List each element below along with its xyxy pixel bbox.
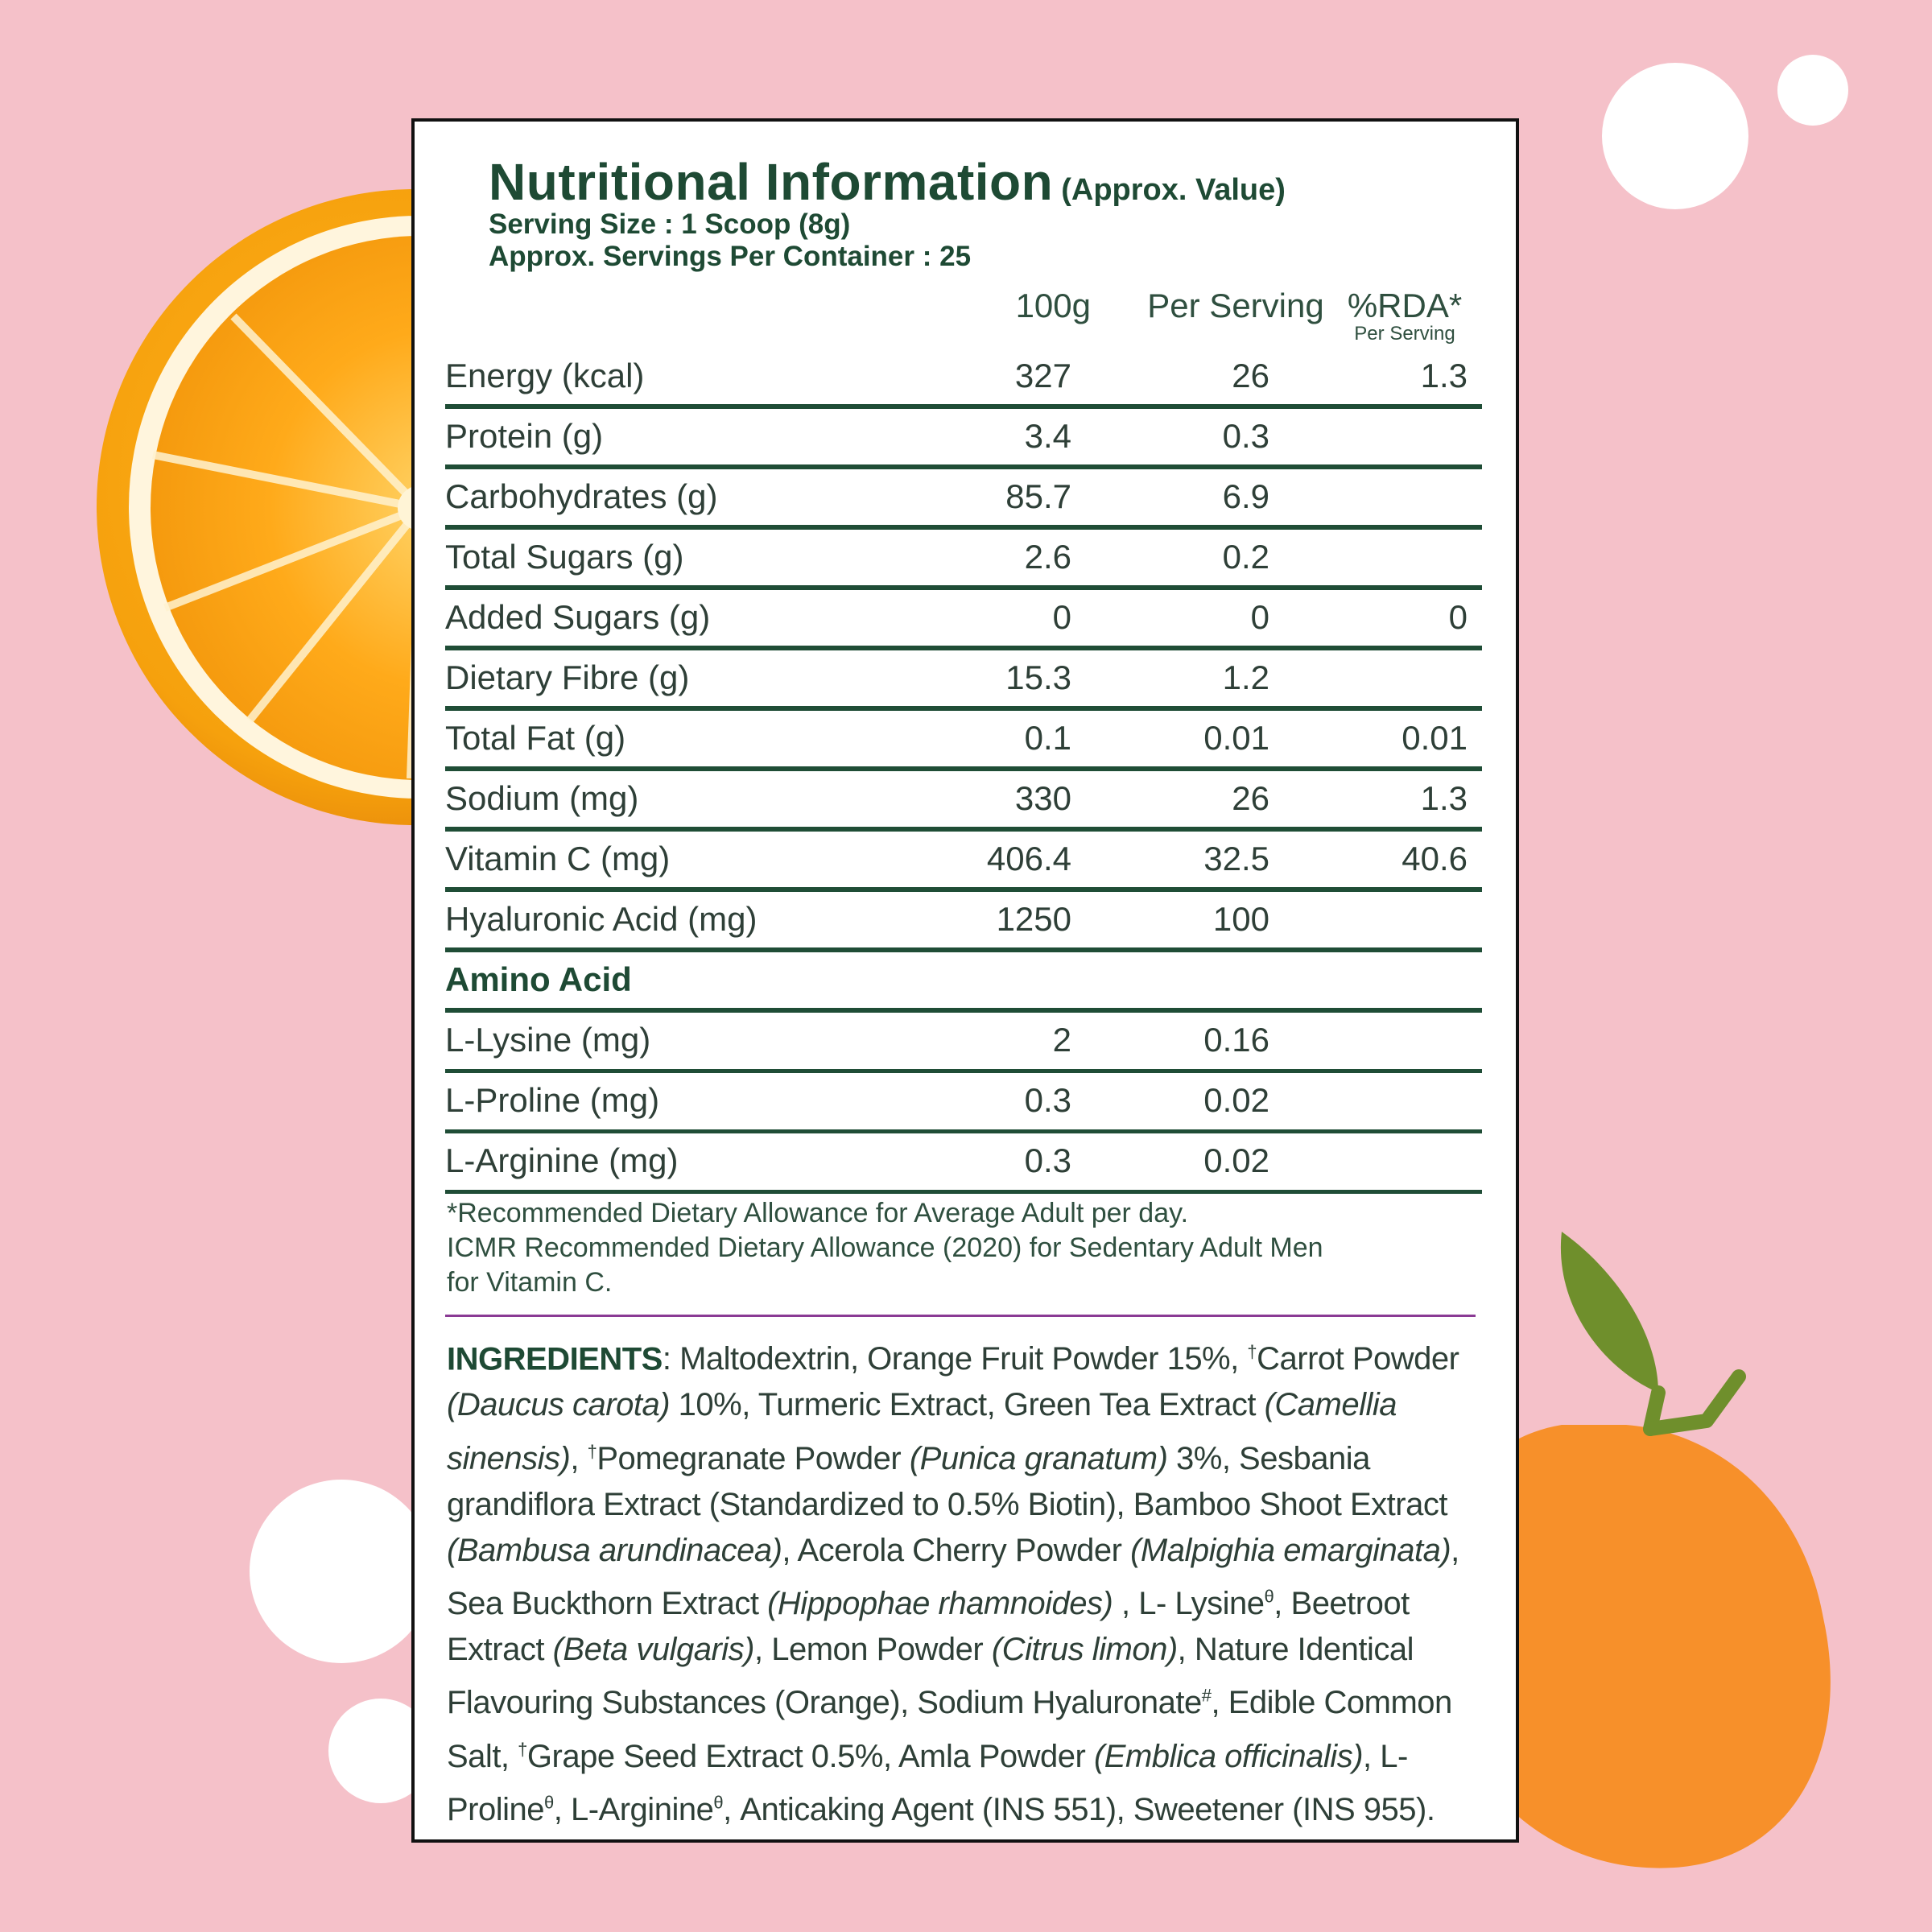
- ingredient-segment: , Edible Common Salt,: [447, 1685, 1452, 1774]
- ingredient-botanical-name: (Malpighia emarginata): [1130, 1532, 1451, 1568]
- value-per-serving: 0.3: [1222, 417, 1269, 455]
- value-100g: 0.3: [1024, 1081, 1071, 1119]
- value-per-serving: 0.01: [1203, 719, 1269, 757]
- value-100g: 327: [1014, 357, 1071, 394]
- value-100g: 0: [1052, 598, 1071, 636]
- nutrient-name: Sodium (mg): [445, 779, 639, 817]
- value-per-serving: 0.2: [1222, 538, 1269, 576]
- ingredient-botanical-name: (Camellia sinensis): [447, 1387, 1397, 1476]
- ingredient-segment: , Anticaking Agent (INS 551), Sweetener (INS 955).: [723, 1791, 1435, 1827]
- nutrient-name: Carbohydrates (g): [445, 477, 718, 515]
- ingredient-segment: , Lemon Powder: [753, 1631, 992, 1667]
- nutrient-name: Protein (g): [445, 417, 604, 455]
- nutrient-name: Hyaluronic Acid (mg): [445, 900, 758, 938]
- value-100g: 85.7: [1005, 477, 1071, 515]
- nutrition-table: [445, 349, 1482, 1194]
- ingredient-botanical-name: (Hippophae rhamnoides): [767, 1585, 1113, 1621]
- ingredient-segment: Pomegranate Powder: [597, 1440, 910, 1476]
- ingredients-label: INGREDIENTS: [447, 1341, 663, 1377]
- title-note: (Approx. Value): [1061, 173, 1286, 207]
- bubble-icon: [1777, 55, 1848, 126]
- table-row: [445, 650, 1482, 711]
- ingredient-mark: #: [1201, 1685, 1212, 1706]
- value-100g: 330: [1014, 779, 1071, 817]
- ingredient-segment: , L-Proline: [447, 1738, 1408, 1827]
- ingredients-text: [447, 1329, 1493, 1833]
- value-rda: 1.3: [1420, 357, 1468, 394]
- ingredient-botanical-name: (Citrus limon): [991, 1631, 1178, 1667]
- value-rda: 0: [1448, 598, 1468, 636]
- ingredient-botanical-name: (Emblica officinalis): [1093, 1738, 1364, 1774]
- nutrient-name: Dietary Fibre (g): [445, 658, 690, 696]
- footnote-line: for Vitamin C.: [447, 1267, 613, 1298]
- nutrient-name: Total Fat (g): [445, 719, 626, 757]
- ingredient-segment: 10%, Turmeric Extract, Green Tea Extract: [670, 1387, 1265, 1423]
- value-100g: 15.3: [1005, 658, 1071, 696]
- value-100g: 0.3: [1024, 1141, 1071, 1179]
- ingredient-mark: θ: [544, 1792, 554, 1813]
- value-rda: 40.6: [1402, 840, 1468, 877]
- value-rda: 0.01: [1402, 719, 1468, 757]
- ingredient-segment: , Beetroot Extract: [447, 1585, 1410, 1667]
- nutrient-name: L-Proline (mg): [445, 1081, 660, 1119]
- table-row: [445, 1133, 1482, 1194]
- value-100g: 406.4: [986, 840, 1071, 877]
- value-100g: 2.6: [1024, 538, 1071, 576]
- ingredient-segment: Carrot Powder: [1257, 1341, 1459, 1377]
- value-per-serving: 26: [1232, 779, 1269, 817]
- table-row: [445, 469, 1482, 530]
- nutrient-name: L-Arginine (mg): [445, 1141, 679, 1179]
- ingredient-mark: θ: [713, 1792, 724, 1813]
- column-header-per-serving: Per Serving: [1147, 287, 1324, 324]
- table-row: [445, 409, 1482, 469]
- ingredient-mark: †: [1247, 1342, 1257, 1362]
- value-per-serving: 0.02: [1203, 1081, 1269, 1119]
- ingredient-segment: Grape Seed Extract 0.5%, Amla Powder: [526, 1738, 1094, 1774]
- value-per-serving: 100: [1212, 900, 1269, 938]
- divider: [445, 1315, 1476, 1317]
- nutrient-name: Added Sugars (g): [445, 598, 711, 636]
- ingredient-mark: θ: [1264, 1586, 1274, 1607]
- nutrient-name: Vitamin C (mg): [445, 840, 671, 877]
- bubble-icon: [250, 1480, 433, 1663]
- amino-acid-heading: Amino Acid: [445, 960, 632, 998]
- value-per-serving: 32.5: [1203, 840, 1269, 877]
- ingredients-list: [447, 1341, 1459, 1827]
- footnote-line: *Recommended Dietary Allowance for Average Adult per day.: [447, 1198, 1189, 1228]
- value-per-serving: 0.16: [1203, 1021, 1269, 1059]
- ingredient-segment: ,: [570, 1440, 588, 1476]
- ingredient-botanical-name: (Beta vulgaris): [552, 1631, 754, 1667]
- label-title-row: [489, 152, 1286, 212]
- bubble-icon: [1602, 63, 1748, 209]
- value-per-serving: 0: [1250, 598, 1269, 636]
- nutrition-label: [411, 118, 1519, 1843]
- table-row: [445, 892, 1482, 952]
- value-100g: 1250: [996, 900, 1071, 938]
- table-row: [445, 590, 1482, 650]
- table-row: [445, 1073, 1482, 1133]
- column-header-100g: 100g: [1015, 287, 1091, 324]
- nutrient-name: Total Sugars (g): [445, 538, 684, 576]
- footnote-line: ICMR Recommended Dietary Allowance (2020) for Sedentary Adult Men: [447, 1232, 1323, 1263]
- column-subheader-rda: Per Serving: [1354, 323, 1455, 345]
- value-per-serving: 0.02: [1203, 1141, 1269, 1179]
- ingredient-segment: , Acerola Cherry Powder: [782, 1532, 1131, 1568]
- ingredient-botanical-name: (Daucus carota): [447, 1387, 671, 1423]
- ingredient-segment: , L-Arginine: [553, 1791, 714, 1827]
- ingredient-segment: 3%, Sesbania grandiflora Extract (Standardized to 0.5% Biotin), Bamboo Shoot Extract: [447, 1440, 1447, 1522]
- value-100g: 0.1: [1024, 719, 1071, 757]
- serving-size: Serving Size : 1 Scoop (8g): [489, 208, 851, 240]
- table-row: [445, 1013, 1482, 1073]
- table-row: [445, 832, 1482, 892]
- ingredient-mark: †: [587, 1441, 597, 1462]
- ingredient-botanical-name: (Punica granatum): [909, 1440, 1168, 1476]
- value-100g: 3.4: [1024, 417, 1071, 455]
- value-per-serving: 6.9: [1222, 477, 1269, 515]
- ingredient-segment: , Sea Buckthorn Extract: [447, 1532, 1459, 1621]
- page-title: Nutritional Information: [489, 153, 1054, 211]
- value-rda: 1.3: [1420, 779, 1468, 817]
- table-row: [445, 349, 1482, 409]
- ingredient-mark: †: [518, 1739, 527, 1760]
- value-per-serving: 1.2: [1222, 658, 1269, 696]
- rda-footnote: [447, 1196, 1461, 1300]
- table-row: [445, 530, 1482, 590]
- amino-acid-heading-row: [445, 952, 1482, 1013]
- nutrient-name: Energy (kcal): [445, 357, 645, 394]
- ingredient-segment: , Nature Identical Flavouring Substances (Orange), Sodium Hyaluronate: [447, 1631, 1414, 1721]
- ingredient-segment: , L- Lysine: [1113, 1585, 1265, 1621]
- table-row: [445, 771, 1482, 832]
- value-per-serving: 26: [1232, 357, 1269, 394]
- table-row: [445, 711, 1482, 771]
- nutrient-name: L-Lysine (mg): [445, 1021, 651, 1059]
- servings-per-container: Approx. Servings Per Container : 25: [489, 241, 972, 272]
- value-100g: 2: [1052, 1021, 1071, 1059]
- column-header-rda: %RDA*: [1347, 287, 1463, 324]
- ingredient-botanical-name: (Bambusa arundinacea): [447, 1532, 782, 1568]
- ingredient-segment: : Maltodextrin, Orange Fruit Powder 15%,: [662, 1341, 1248, 1377]
